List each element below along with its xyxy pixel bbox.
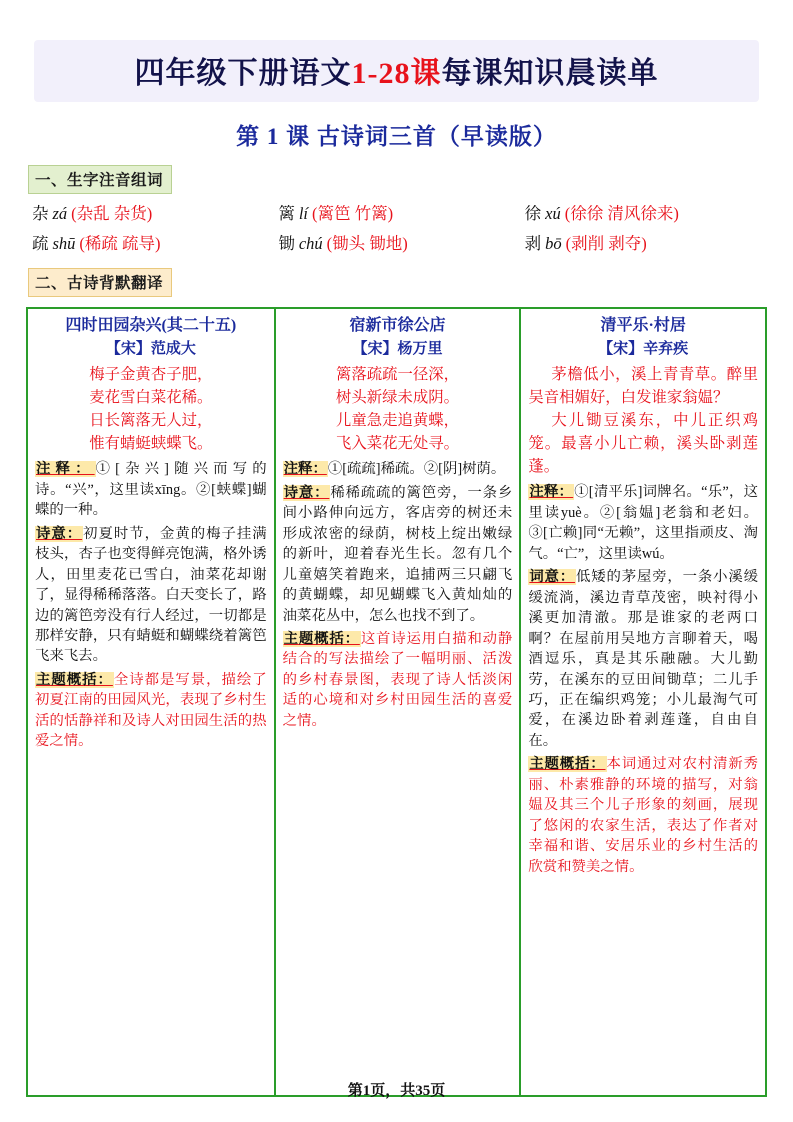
theme-text: 本词通过对农村清新秀丽、朴素雅静的环境的描写，对翁媪及其三个儿子形象的刻画，展现了悠闲的农家生活，表达了作者对幸福和谐、安居乐业的乡村生活的欣赏和赞美之情。 bbox=[528, 756, 758, 875]
poem-text bbox=[528, 363, 758, 479]
pinyin-words: (剥削 剥夺) bbox=[565, 234, 647, 253]
title-highlight: 1-28课 bbox=[351, 57, 442, 90]
notes-text: ①[清平乐]词牌名。“乐”，这里读yuè。②[翁媪]老翁和老妇。③[亡赖]同“无赖”，这里指顽皮、淘气。“亡”，这里读wú。 bbox=[528, 484, 758, 562]
pinyin-words: (徐徐 清风徐来) bbox=[564, 204, 679, 223]
poem-text bbox=[283, 363, 513, 455]
poem-line: 大儿锄豆溪东，中儿正织鸡笼。最喜小儿亡赖，溪头卧剥莲蓬。 bbox=[528, 412, 758, 476]
pinyin-reading: zá bbox=[52, 204, 68, 223]
poem-theme bbox=[528, 754, 758, 877]
poem-theme bbox=[283, 629, 513, 731]
theme-text: 这首诗运用白描和动静结合的写法描绘了一幅明丽、活泼的乡村春景图，表现了诗人恬淡闲适的心境和对乡村田园生活的喜爱之情。 bbox=[282, 630, 513, 729]
poem-notes bbox=[528, 482, 758, 564]
poem-notes bbox=[35, 459, 267, 520]
theme-text: 全诗都是写景，描绘了初夏江南的田园风光，表现了乡村生活的恬静祥和及诗人对田园生活的热爱之情。 bbox=[35, 671, 267, 750]
pinyin-item bbox=[525, 230, 761, 254]
pinyin-char: 剥 bbox=[524, 234, 542, 253]
poem-title: 宿新市徐公店 bbox=[349, 317, 446, 334]
poem-meaning bbox=[283, 483, 513, 626]
pinyin-reading: shū bbox=[52, 234, 76, 253]
poem-author: 【宋】辛弃疾 bbox=[598, 340, 689, 357]
pinyin-words: (稀疏 疏导) bbox=[79, 234, 161, 253]
pinyin-reading: chú bbox=[298, 234, 323, 253]
poem-line: 树头新绿未成阴。 bbox=[335, 389, 460, 406]
poem-line: 麦花雪白菜花稀。 bbox=[89, 389, 213, 406]
title-part-2: 每课知识晨读单 bbox=[441, 57, 659, 90]
pinyin-item bbox=[278, 200, 514, 224]
title-part-1: 四年级下册语文 bbox=[134, 57, 352, 90]
notes-label: 注释： bbox=[283, 461, 327, 478]
pinyin-words: (篱笆 竹篱) bbox=[312, 204, 394, 223]
pinyin-word-list bbox=[26, 200, 767, 254]
theme-label: 主题概括： bbox=[529, 756, 606, 773]
poem-column-1 bbox=[28, 309, 274, 1095]
lesson-subtitle: 第 1 课 古诗词三首（早读版） bbox=[236, 124, 557, 149]
pinyin-item bbox=[525, 200, 761, 224]
pinyin-item bbox=[278, 230, 514, 254]
theme-label: 主题概括： bbox=[283, 630, 360, 647]
meaning-label: 诗意： bbox=[36, 525, 83, 542]
poem-author: 【宋】范成大 bbox=[105, 340, 196, 357]
page-title bbox=[40, 48, 753, 92]
title-banner bbox=[34, 40, 759, 102]
page-footer: 第1页，共35页 bbox=[347, 1083, 446, 1099]
poem-meaning bbox=[528, 567, 758, 751]
poem-line: 梅子金黄杏子肥， bbox=[89, 365, 213, 383]
notes-text: ①[杂兴]随兴而写的诗。“兴”，这里读xīng。②[蛱蝶]蝴蝶的一种。 bbox=[35, 461, 267, 519]
meaning-label: 词意： bbox=[529, 569, 576, 586]
pinyin-char: 杂 bbox=[32, 204, 49, 223]
poem-line: 惟有蜻蜓蛱蝶飞。 bbox=[89, 435, 213, 453]
pinyin-char: 疏 bbox=[32, 234, 49, 253]
pinyin-reading: bō bbox=[545, 234, 562, 253]
pinyin-reading: xú bbox=[545, 204, 561, 223]
section-heading-one: 一、生字注音组词 bbox=[28, 165, 172, 194]
notes-label: 注释： bbox=[529, 484, 574, 501]
poem-meaning bbox=[35, 524, 267, 667]
poem-notes bbox=[283, 459, 513, 479]
poem-column-3 bbox=[519, 309, 765, 1095]
pinyin-reading: lí bbox=[298, 204, 308, 223]
meaning-text: 初夏时节，金黄的梅子挂满枝头，杏子也变得鲜亮饱满，格外诱人，田里麦花已雪白，油菜花却谢了，显得稀稀落落。白天变长了，路边的篱笆旁没有行人经过，一切都是那样安静，只有蜻蜓和蝴蝶绕着篱笆飞来飞去。 bbox=[35, 525, 267, 665]
meaning-label: 诗意： bbox=[283, 484, 330, 501]
pinyin-char: 篱 bbox=[278, 204, 295, 223]
theme-label: 主题概括： bbox=[36, 671, 113, 688]
poem-line: 日长篱落无人过， bbox=[89, 412, 213, 430]
poem-line: 儿童急走追黄蝶， bbox=[335, 412, 460, 430]
section-heading-two: 二、古诗背默翻译 bbox=[28, 268, 172, 297]
pinyin-item bbox=[32, 230, 268, 254]
notes-text: ①[疏疏]稀疏。②[阴]树荫。 bbox=[327, 461, 506, 478]
pinyin-words: (锄头 锄地) bbox=[326, 234, 408, 253]
poem-author: 【宋】杨万里 bbox=[352, 340, 443, 357]
poem-title: 清平乐·村居 bbox=[600, 317, 686, 334]
meaning-text: 稀稀疏疏的篱笆旁，一条乡间小路伸向远方，客店旁的树还未形成浓密的绿荫，树枝上绽出嫩绿的新叶，迎着春光生长。忽有几个儿童嬉笑着跑来，追捕两三只翩飞的黄蝴蝶，却见蝴蝶飞入黄灿灿的油菜花丛中，怎么也找不到了。 bbox=[282, 484, 513, 624]
meaning-text: 低矮的茅屋旁，一条小溪缓缓流淌，溪边青草茂密，映衬得小溪更加清澈。那是谁家的老两口啊？在屋前用吴地方言聊着天，喝酒逗乐，真是其乐融融。大儿勤劳，在溪东的豆田间锄草；二儿手巧，正在编织鸡笼；小儿最淘气可爱，在溪边卧着剥莲蓬，自由自在。 bbox=[528, 569, 758, 749]
pinyin-item bbox=[32, 200, 268, 224]
poem-title: 四时田园杂兴(其二十五) bbox=[65, 317, 237, 334]
poem-line: 飞入菜花无处寻。 bbox=[335, 435, 460, 453]
poem-text bbox=[35, 363, 267, 455]
poem-line: 篱落疏疏一径深， bbox=[335, 365, 460, 383]
notes-label: 注释： bbox=[36, 461, 95, 478]
poems-table bbox=[26, 307, 767, 1097]
poem-theme bbox=[35, 670, 267, 752]
pinyin-char: 锄 bbox=[278, 234, 295, 253]
poem-line: 茅檐低小，溪上青青草。醉里吴音相媚好，白发谁家翁媪？ bbox=[528, 365, 758, 406]
pinyin-words: (杂乱 杂货) bbox=[71, 204, 153, 223]
poem-column-2 bbox=[274, 309, 520, 1095]
pinyin-char: 徐 bbox=[524, 204, 542, 223]
